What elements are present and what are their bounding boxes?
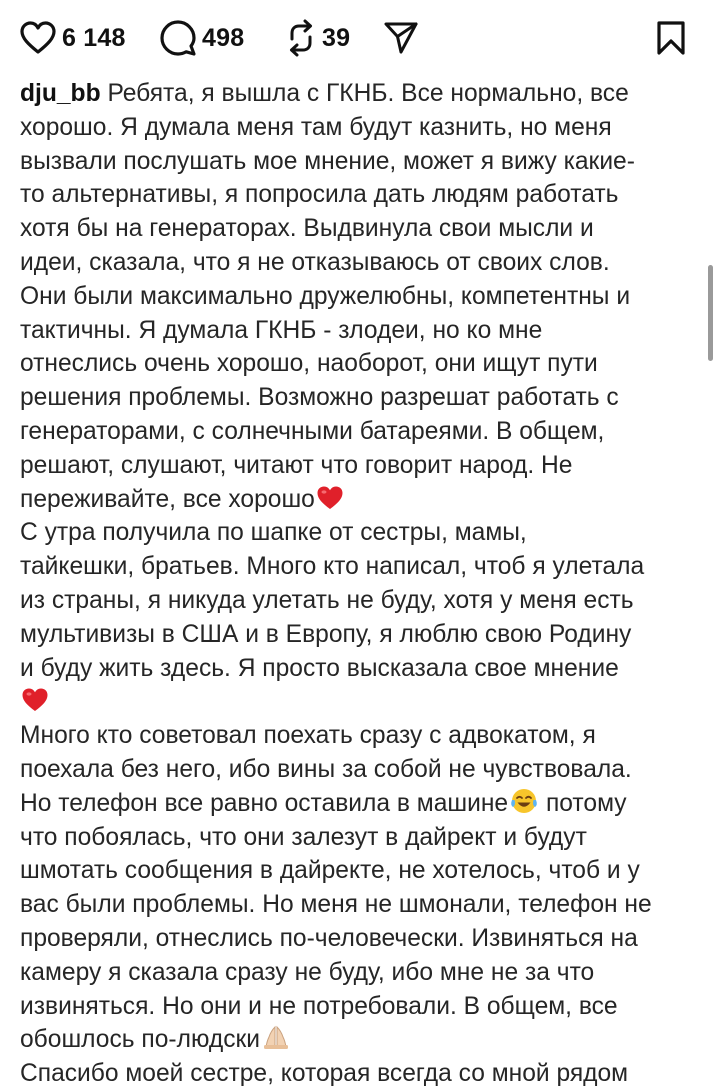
caption-line: проверяли, отнеслись по-человечески. Извиняться на bbox=[20, 924, 638, 952]
caption-line: хотя бы на генераторах. Выдвинула свои мысли и bbox=[20, 215, 594, 243]
caption-line: отнеслись очень хорошо, наоборот, они ищут пути bbox=[20, 350, 598, 378]
reposts-count: 39 bbox=[322, 23, 351, 52]
share-button[interactable] bbox=[384, 18, 418, 58]
likes-count: 6 148 bbox=[62, 23, 126, 52]
repost-button[interactable] bbox=[286, 18, 350, 58]
caption-line: камеру я сказала сразу не буду, ибо мне не за что bbox=[20, 958, 595, 986]
caption-line: хорошо. Я думала меня там будут казнить, но меня bbox=[20, 113, 612, 141]
caption-line bbox=[20, 787, 712, 821]
caption-line: и буду жить здесь. Я просто высказала свое мнение bbox=[20, 654, 619, 682]
speech-bubble-icon bbox=[160, 20, 196, 56]
heart-outline-icon bbox=[20, 21, 56, 55]
comment-button[interactable] bbox=[160, 18, 244, 58]
post-caption bbox=[20, 77, 712, 1091]
caption-line: идеи, сказала, что я не отказываюсь от своих слов. bbox=[20, 248, 610, 276]
caption-line: поехала без него, ибо вины за собой не чувствовала. bbox=[20, 755, 632, 783]
caption-line: тактичны. Я думала ГКНБ - злодеи, но ко мне bbox=[20, 316, 543, 344]
caption-line: что побоялась, что они залезут в дайрект и будут bbox=[20, 823, 587, 851]
red-heart-emoji bbox=[21, 687, 49, 713]
caption-line: решения проблемы. Возможно разрешат работать с bbox=[20, 384, 619, 412]
caption-line: вызвали послушать мое мнение, может я вижу какие- bbox=[20, 147, 635, 175]
caption-line: Они были максимально дружелюбны, компетентны и bbox=[20, 282, 631, 310]
caption-text: Ребята, я вышла с ГКНБ. Все нормально, все bbox=[100, 80, 629, 107]
caption-text: Но телефон все равно оставила в машине bbox=[20, 789, 509, 817]
comments-count: 498 bbox=[202, 23, 245, 52]
caption-line bbox=[20, 77, 712, 111]
like-button[interactable] bbox=[20, 18, 126, 58]
caption-line: Спасибо моей сестре, которая всегда со мной рядом bbox=[20, 1060, 629, 1088]
tears-of-joy-emoji bbox=[509, 787, 539, 815]
scrollbar[interactable] bbox=[708, 265, 713, 361]
caption-line bbox=[20, 483, 712, 517]
caption-line: вас были проблемы. Но меня не шмонали, телефон не bbox=[20, 891, 652, 919]
username-link[interactable]: dju_bb bbox=[20, 80, 101, 107]
folded-hands-emoji bbox=[261, 1023, 291, 1051]
caption-text: обошлось по-людски bbox=[20, 1026, 261, 1054]
paper-plane-icon bbox=[384, 21, 418, 55]
caption-line: шмотать сообщения в дайректе, не хотелось, чтоб и у bbox=[20, 857, 640, 885]
caption-text: переживайте, все хорошо bbox=[20, 485, 315, 513]
caption-line: С утра получила по шапке от сестры, мамы, bbox=[20, 519, 527, 547]
post-action-bar bbox=[0, 0, 719, 80]
save-button[interactable] bbox=[656, 18, 686, 58]
caption-line: тайкешки, братьев. Много кто написал, чтоб я улетала bbox=[20, 553, 645, 581]
repost-arrows-icon bbox=[286, 19, 316, 57]
bookmark-icon bbox=[656, 20, 686, 56]
caption-line: мультивизы в США и в Европу, я люблю свою Родину bbox=[20, 620, 632, 648]
caption-line: генераторами, с солнечными батареями. В общем, bbox=[20, 417, 605, 445]
caption-line: решают, слушают, читают что говорит народ. Не bbox=[20, 451, 573, 479]
caption-line: из страны, я никуда улетать не буду, хотя у меня есть bbox=[20, 586, 634, 614]
caption-line bbox=[20, 1023, 712, 1057]
red-heart-emoji bbox=[316, 485, 344, 511]
caption-line: то альтернативы, я попросила дать людям работать bbox=[20, 181, 619, 209]
caption-line: Много кто советовал поехать сразу с адвокатом, я bbox=[20, 722, 596, 750]
caption-text: потому bbox=[539, 789, 627, 817]
caption-line: извиняться. Но они и не потребовали. В общем, все bbox=[20, 992, 618, 1020]
caption-line bbox=[20, 685, 712, 719]
